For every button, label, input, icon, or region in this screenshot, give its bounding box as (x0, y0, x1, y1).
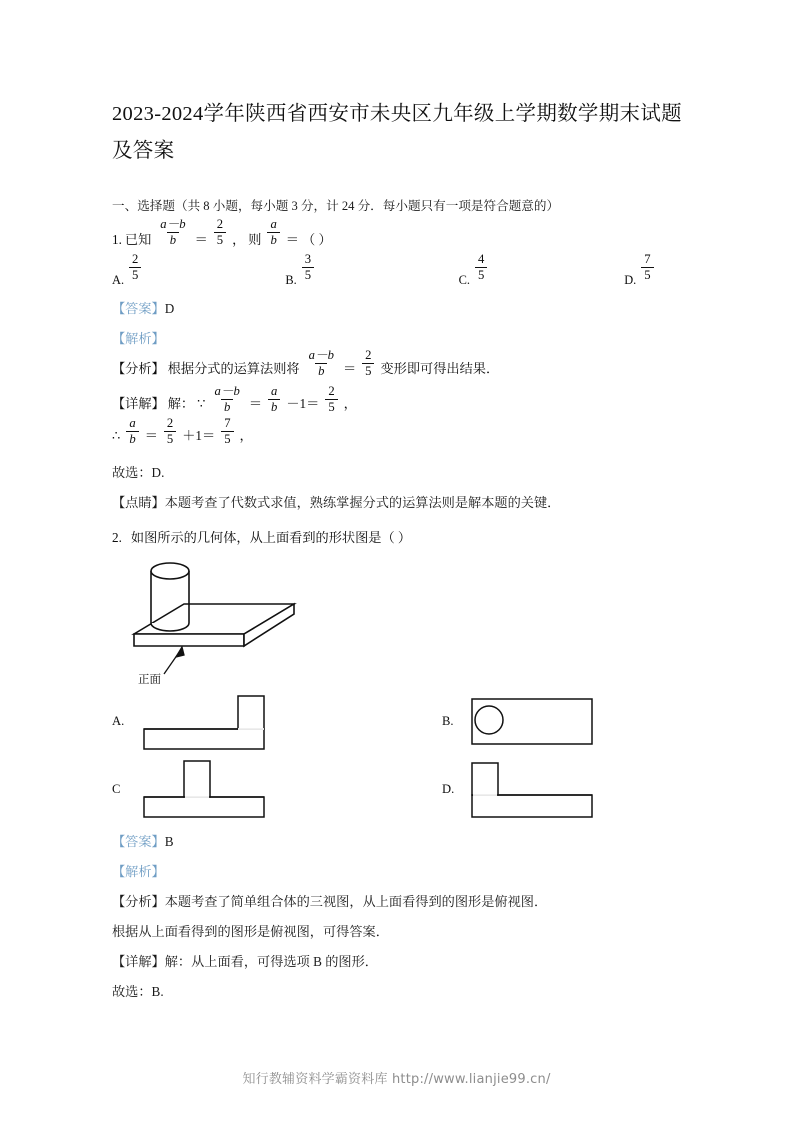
question-2-options-row-2 (112, 759, 682, 821)
answer-tag: 【答案】 (112, 300, 165, 316)
q1-then: 则 (248, 231, 262, 247)
q1-comma: ， (232, 231, 246, 247)
question-1-detail-line-2 (112, 416, 682, 452)
section-heading: 一、选择题（共 8 小题，每小题 3 分，计 24 分．每小题只有一项是符合题意的） (112, 199, 560, 213)
question-2-options-row-1 (112, 691, 682, 753)
q1-analysis-equals: ＝ (342, 360, 357, 376)
detail-tag: 【详解】 (112, 395, 165, 411)
q1-option-c-fraction: $\frac{4}{5}$ (475, 253, 487, 282)
q1-analysis-fraction-1: $\frac{a-b}{b}$ (308, 348, 334, 378)
q2-option-c-shape (132, 759, 277, 821)
page-content (112, 96, 682, 1007)
q1-detail-line1-tail: ， (343, 395, 357, 411)
question-1-analysis (112, 348, 682, 384)
highlight-tag: 【点睛】 (112, 494, 165, 510)
detail-tag: 【详解】 (112, 953, 165, 969)
question-2-analysis-line-1 (112, 887, 682, 917)
question-2-number: 2. (112, 529, 122, 545)
q2-option-d-shape (462, 759, 607, 821)
q1-option-c-label: C. (458, 272, 470, 287)
question-2-text: 如图所示的几何体，从上面看到的形状图是（ ） (130, 529, 412, 545)
explain-tag: 【解析】 (112, 330, 165, 346)
cylinder-on-slab-diagram (126, 556, 301, 684)
question-1-answer-line (112, 294, 682, 324)
q1-option-b[interactable] (285, 252, 458, 288)
q2-option-a-label: A. (112, 714, 125, 729)
question-1-highlight-line (112, 488, 682, 518)
q1-because-symbol: ∵ (197, 395, 206, 411)
footer-watermark: 知行教辅资料学霸资料库 http://www.lianjie99.cn/ (242, 1072, 551, 1087)
page-title: 2023-2024学年陕西省西安市未央区九年级上学期数学期末试题及答案 (112, 103, 682, 162)
answer-tag: 【答案】 (112, 833, 165, 849)
q1-option-a[interactable] (112, 252, 285, 288)
q1-equals-1: ＝ (194, 231, 208, 247)
q1-fraction-2-over-5: $\frac{2}{5}$ (214, 218, 226, 247)
q1-option-a-fraction: $\frac{2}{5}$ (129, 253, 141, 282)
q1-answer-paren: （ ） (301, 231, 332, 247)
q2-option-b-label: B. (442, 714, 454, 729)
question-1-lead: 已知 (124, 231, 152, 247)
q1-analysis-text-b: 变形即可得出结果． (380, 360, 500, 376)
question-2-analysis-line-2: 根据从上面看得到的图形是俯视图，可得答案． (112, 923, 389, 939)
q1-detail-fraction-2: $\frac{a}{b}$ (268, 385, 280, 414)
question-2-choose-line: 故选：B. (112, 983, 164, 999)
q2-option-b[interactable] (442, 691, 607, 753)
analysis-tag: 【分析】 (112, 360, 165, 376)
q2-option-c[interactable] (112, 759, 442, 821)
explain-tag: 【解析】 (112, 863, 165, 879)
q1-equals-2: ＝ (285, 231, 299, 247)
question-1-explain-line (112, 324, 682, 354)
q2-option-a[interactable] (112, 691, 442, 753)
question-2-explain-line (112, 857, 682, 887)
q2-detail-text: 解：从上面看，可得选项 B 的图形． (164, 953, 378, 969)
q1-detail-line2-tail: ， (239, 427, 253, 443)
q1-option-b-fraction: $\frac{3}{5}$ (302, 253, 314, 282)
question-2-answer-line (112, 827, 682, 857)
q1-fraction-a-minus-b-over-b: $\frac{a-b}{b}$ (160, 217, 186, 247)
q1-option-b-label: B. (285, 272, 297, 287)
q1-detail2-fraction-1: $\frac{a}{b}$ (126, 417, 138, 446)
question-2-figure (126, 556, 682, 689)
question-2-answer-value: B (164, 833, 174, 849)
q1-detail2-fraction-2: $\frac{2}{5}$ (164, 417, 176, 446)
question-2-detail-line (112, 947, 682, 977)
question-1-number: 1. (112, 231, 122, 247)
q2-option-c-label: C (112, 782, 121, 797)
question-1-choose-line: 故选：D. (112, 464, 165, 480)
q1-therefore-symbol: ∴ (112, 427, 121, 443)
q1-analysis-fraction-2: $\frac{2}{5}$ (362, 349, 374, 378)
q1-option-d-fraction: $\frac{7}{5}$ (641, 253, 653, 282)
q1-detail-minus-one: －1＝ (286, 395, 320, 411)
question-1-answer-value: D (164, 300, 175, 316)
figure-front-label: 正面 (138, 673, 161, 684)
q1-option-a-label: A. (112, 272, 125, 287)
q1-detail-equals-1: ＝ (248, 395, 263, 411)
question-1-detail-line-1 (112, 384, 682, 420)
q1-analysis-text-a: 根据分式的运算法则将 (167, 360, 300, 376)
q2-option-d[interactable] (442, 759, 607, 821)
q1-option-d-label: D. (624, 272, 637, 287)
q2-option-b-shape (462, 691, 607, 753)
q1-option-c[interactable] (458, 252, 625, 288)
q1-detail2-equals-1: ＝ (144, 427, 158, 443)
analysis-tag: 【分析】 (112, 893, 165, 909)
question-1-options (112, 252, 682, 288)
question-1-stem (112, 217, 682, 253)
q1-option-d[interactable] (624, 252, 682, 288)
q1-fraction-a-over-b: $\frac{a}{b}$ (267, 218, 279, 247)
q2-option-d-label: D. (442, 782, 455, 797)
question-2-stem (112, 524, 682, 552)
q1-solution-word: 解： (167, 395, 195, 411)
q2-analysis-text-1: 本题考查了简单组合体的三视图，从上面看得到的图形是俯视图． (164, 893, 548, 909)
q1-highlight-text: 本题考查了代数式求值，熟练掌握分式的运算法则是解本题的关键． (164, 494, 561, 510)
q1-detail-fraction-1: $\frac{a-b}{b}$ (214, 384, 240, 414)
q1-detail2-plus-one: ＋1＝ (182, 427, 216, 443)
q1-detail-fraction-3: $\frac{2}{5}$ (325, 385, 337, 414)
q1-detail2-fraction-3: $\frac{7}{5}$ (221, 417, 233, 446)
q2-option-a-shape (132, 691, 277, 753)
